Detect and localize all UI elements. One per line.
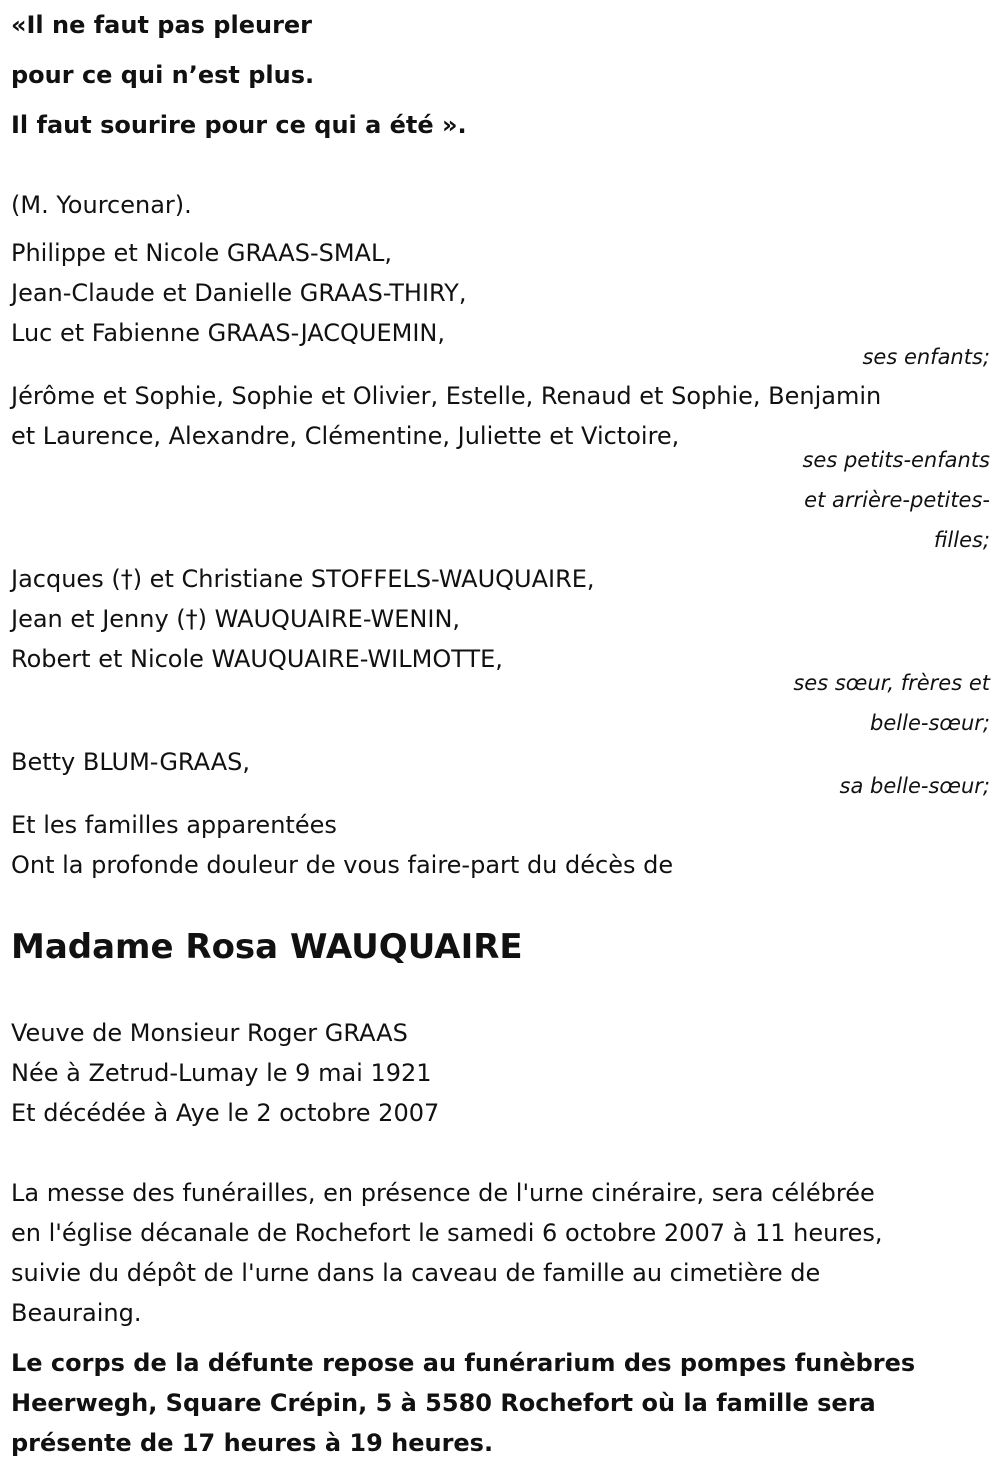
quote-line-1: «Il ne faut pas pleurer [11, 11, 313, 39]
funeral-line: en l'église décanale de Rochefort le samedi 6 octobre 2007 à 11 heures, [11, 1219, 883, 1247]
children-name: Jean-Claude et Danielle GRAAS-THIRY, [11, 279, 467, 307]
announcement-line: Et les familles apparentées [11, 811, 337, 839]
funerarium-line: présente de 17 heures à 19 heures. [11, 1429, 494, 1457]
funerarium-line: Heerwegh, Square Crépin, 5 à 5580 Rochefort où la famille sera [11, 1389, 876, 1417]
sibling-name: Robert et Nicole WAUQUAIRE-WILMOTTE, [11, 645, 503, 673]
quote-line-3: Il faut sourire pour ce qui a été ». [11, 111, 467, 139]
deceased-detail: Veuve de Monsieur Roger GRAAS [11, 1019, 408, 1047]
funerarium-line: Le corps de la défunte repose au funérarium des pompes funèbres [11, 1349, 916, 1377]
funeral-line: suivie du dépôt de l'urne dans la caveau de famille au cimetière de [11, 1259, 821, 1287]
children-role: ses enfants; [862, 345, 990, 369]
funeral-line: La messe des funérailles, en présence de l'urne cinéraire, sera célébrée [11, 1179, 875, 1207]
children-name: Luc et Fabienne GRAAS-JACQUEMIN, [11, 319, 446, 347]
quote-line-2: pour ce qui n’est plus. [11, 61, 315, 89]
deceased-name: Madame Rosa WAUQUAIRE [11, 927, 523, 967]
sibling-name: Jacques (†) et Christiane STOFFELS-WAUQUAIRE, [11, 565, 595, 593]
grandchildren-names: Jérôme et Sophie, Sophie et Olivier, Estelle, Renaud et Sophie, Benjamin [11, 382, 882, 410]
deceased-detail: Née à Zetrud-Lumay le 9 mai 1921 [11, 1059, 432, 1087]
quote-author: (M. Yourcenar). [11, 191, 192, 219]
announcement-line: Ont la profonde douleur de vous faire-part du décès de [11, 851, 674, 879]
grandchildren-role: et arrière-petites- [804, 488, 990, 512]
grandchildren-role: filles; [933, 528, 990, 552]
children-name: Philippe et Nicole GRAAS-SMAL, [11, 239, 392, 267]
funeral-line: Beauraing. [11, 1299, 142, 1327]
siblings-role: belle-sœur; [870, 711, 990, 735]
sibling-name: Jean et Jenny (†) WAUQUAIRE-WENIN, [11, 605, 461, 633]
siblings-role: ses sœur, frères et [793, 671, 990, 695]
sister-in-law-role: sa belle-sœur; [839, 774, 990, 798]
sister-in-law-name: Betty BLUM-GRAAS, [11, 748, 251, 776]
deceased-detail: Et décédée à Aye le 2 octobre 2007 [11, 1099, 440, 1127]
grandchildren-role: ses petits-enfants [802, 448, 990, 472]
grandchildren-names: et Laurence, Alexandre, Clémentine, Juliette et Victoire, [11, 422, 680, 450]
